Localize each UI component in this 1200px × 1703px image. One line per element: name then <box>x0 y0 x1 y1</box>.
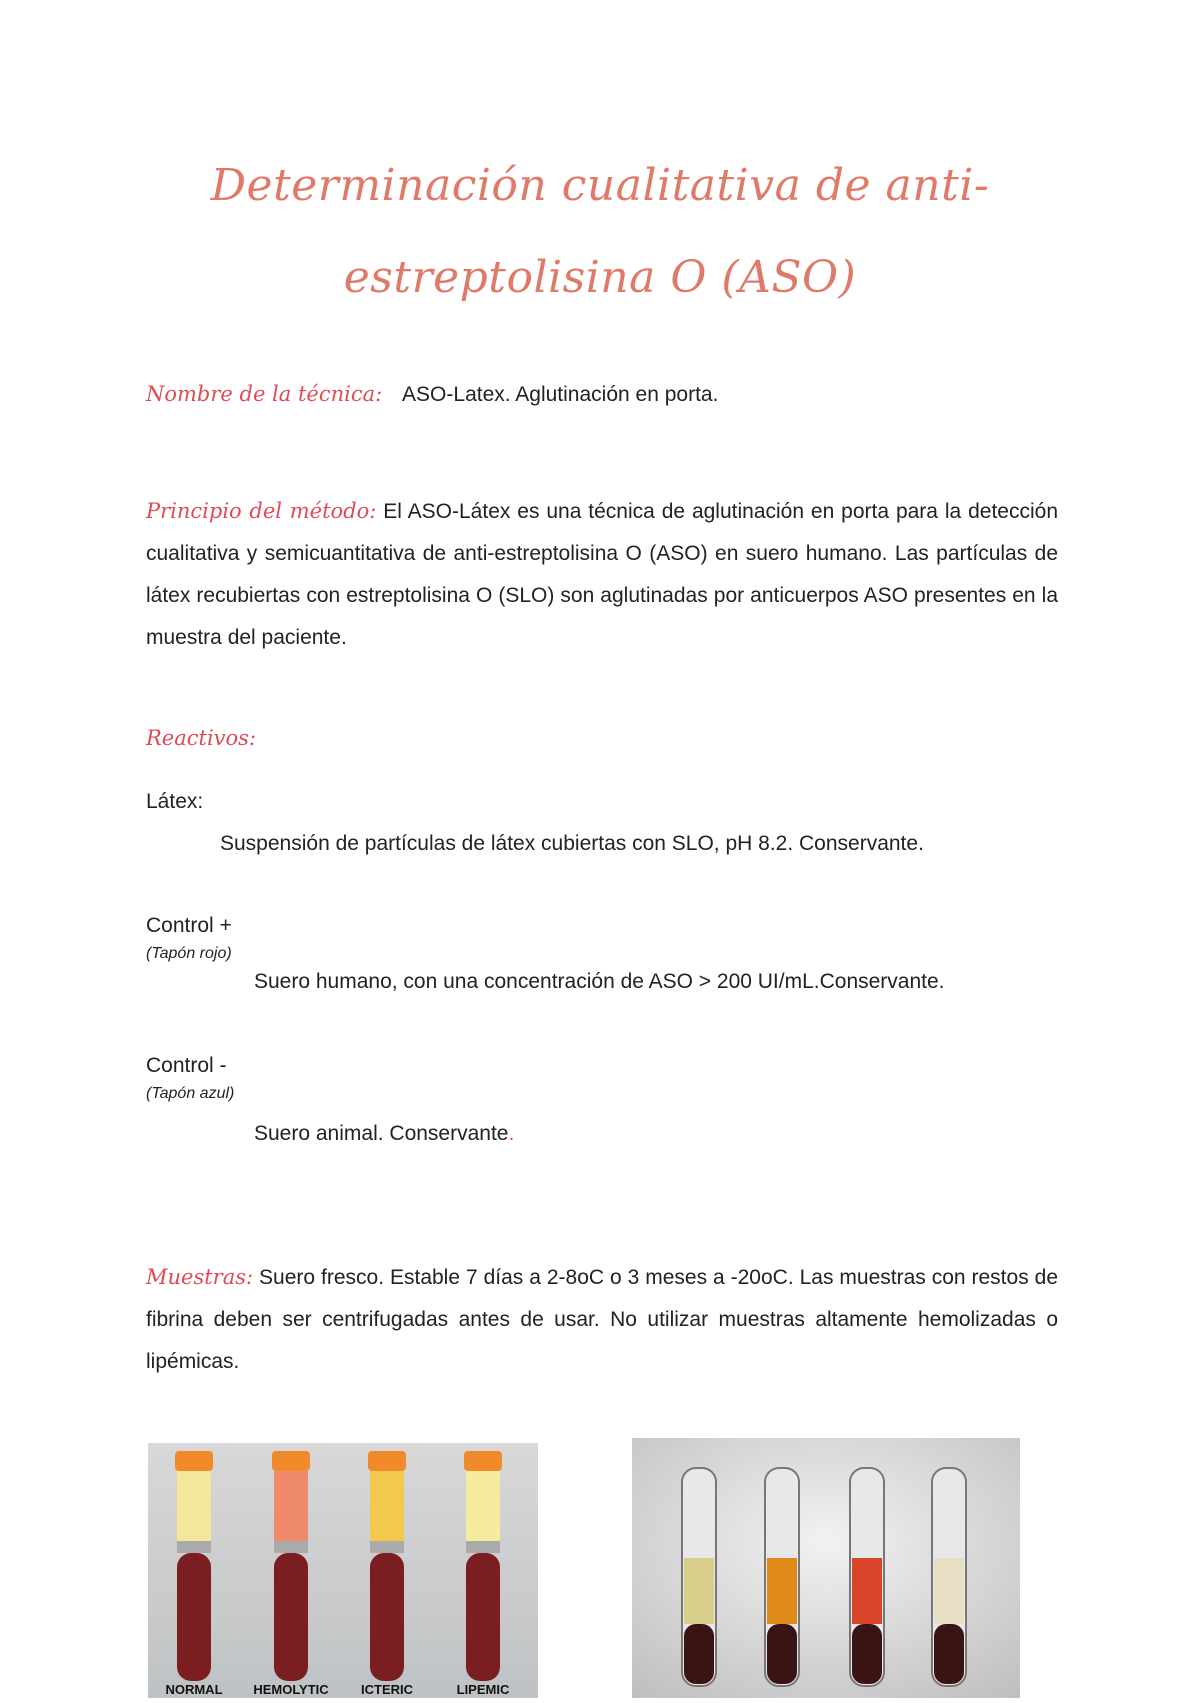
control-pos-title: Control + <box>146 914 232 937</box>
tube-hemolytic <box>272 1451 310 1681</box>
tecnica-line <box>146 382 718 407</box>
control-neg-text: Suero animal. Conservante <box>254 1122 509 1145</box>
tubes-illustration-svg <box>148 1443 538 1698</box>
label-normal: NORMAL <box>165 1682 223 1697</box>
control-pos-sub: (Tapón rojo) <box>146 945 232 962</box>
glass-tube-2 <box>765 1468 799 1686</box>
glass-tube-1 <box>682 1468 716 1686</box>
muestras-label: Muestras: <box>146 1265 254 1289</box>
latex-title: Látex: <box>146 790 204 813</box>
label-lipemic: LIPEMIC <box>456 1682 510 1697</box>
document-title: Determinación cualitativa de anti-estreptolisina O (ASO) <box>210 160 990 303</box>
control-neg-line <box>254 1122 514 1146</box>
control-neg-sub: (Tapón azul) <box>146 1085 235 1102</box>
label-icteric: ICTERIC <box>361 1682 413 1697</box>
control-neg-title: Control - <box>146 1054 227 1077</box>
latex-text: Suspensión de partículas de látex cubiertas con SLO, pH 8.2. Conservante. <box>220 832 924 855</box>
tecnica-label: Nombre de la técnica: <box>146 382 383 406</box>
tubes-photo-svg <box>632 1438 1020 1698</box>
muestras-paragraph <box>146 1256 1058 1383</box>
tube-normal <box>175 1451 213 1681</box>
tecnica-text: ASO-Latex. Aglutinación en porta. <box>402 383 719 406</box>
principio-label: Principio del método: <box>146 499 377 523</box>
principio-text: El ASO-Látex es una técnica de aglutinación en porta para la detección cualitativa y semicuantitativa de anti-estreptolisina O (ASO) en suero humano. Las partículas de látex recubiertas con estreptolisina O (SLO) son aglutinadas por anticuerpos ASO presentes en la muestra del paciente. <box>146 500 1059 649</box>
tubes-illustration-image <box>148 1443 538 1698</box>
tubes-photo-image <box>632 1438 1020 1698</box>
glass-tube-3 <box>850 1468 884 1686</box>
tube-lipemic <box>464 1451 502 1681</box>
control-pos-text: Suero humano, con una concentración de ASO > 200 UI/mL.Conservante. <box>254 970 945 993</box>
label-hemolytic: HEMOLYTIC <box>253 1682 329 1697</box>
muestras-text: Suero fresco. Estable 7 días a 2-8oC o 3 meses a -20oC. Las muestras con restos de fibrina deben ser centrifugadas antes de usar. No utilizar muestras altamente hemolizadas o lipémicas. <box>146 1266 1058 1373</box>
reactivos-label: Reactivos: <box>146 726 257 750</box>
tube-icteric <box>368 1451 406 1681</box>
control-neg-dot: . <box>508 1122 515 1145</box>
principio-paragraph <box>146 490 1058 659</box>
glass-tube-4 <box>932 1468 966 1686</box>
